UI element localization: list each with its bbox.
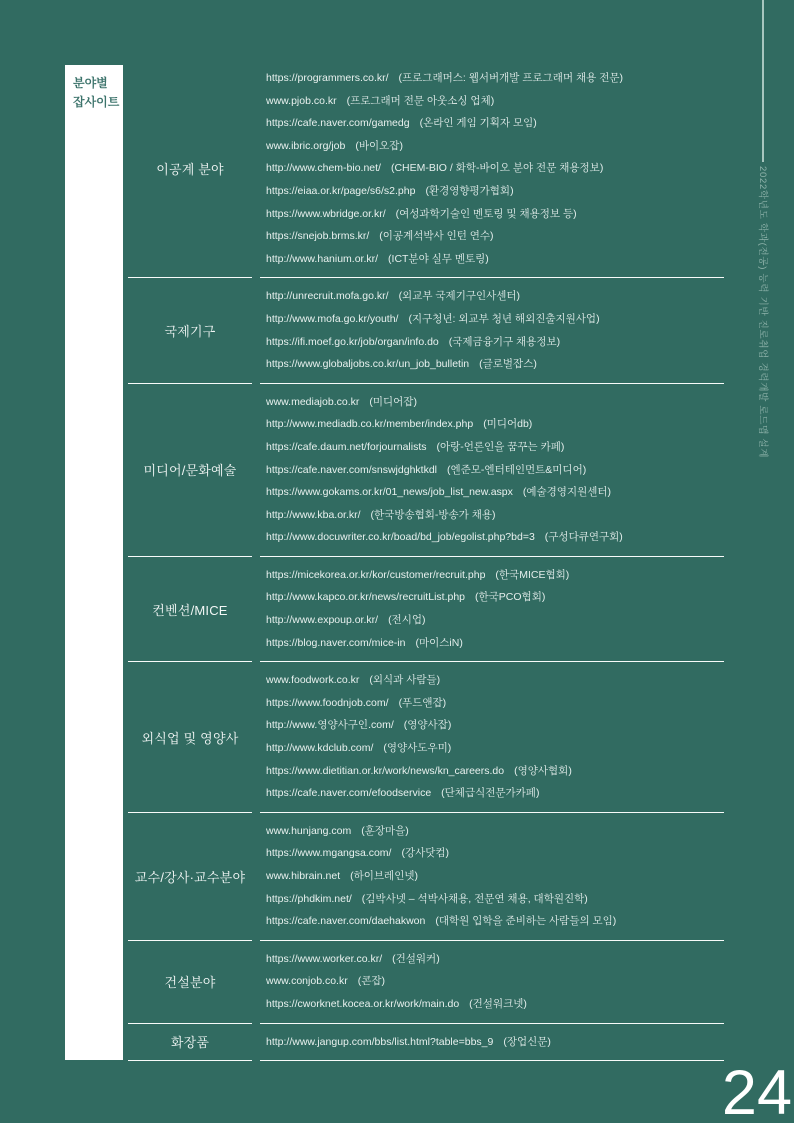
link-url[interactable]: http://www.kba.or.kr/ (266, 508, 361, 521)
link-note: (CHEM-BIO / 화학-바이오 분야 전문 채용정보) (390, 162, 604, 175)
link-url[interactable]: https://cafe.daum.net/forjournalists (266, 440, 427, 453)
margin-vertical-title: 2022학년도 학과(전공) 능력 기반 진로취업 경력개발 로드맵 설계 (757, 166, 768, 459)
link-line (266, 504, 724, 527)
link-url[interactable]: http://unrecruit.mofa.go.kr/ (266, 290, 389, 303)
link-line (266, 564, 724, 587)
sidebar-title-line2: 잡사이트 (73, 94, 120, 109)
link-line (266, 413, 724, 436)
link-note: (훈장마을) (361, 824, 409, 837)
link-line (266, 692, 724, 715)
category-label: 미디어/문화예술 (128, 384, 252, 557)
link-note: (온라인 게임 기획자 모임) (419, 117, 537, 130)
link-url[interactable]: www.mediajob.co.kr (266, 395, 360, 408)
link-line (266, 714, 724, 737)
category-label: 컨벤션/MICE (128, 557, 252, 662)
table-row (128, 384, 724, 557)
link-line (266, 865, 724, 888)
link-url[interactable]: www.conjob.co.kr (266, 975, 348, 988)
link-url[interactable]: www.ibric.org/job (266, 139, 346, 152)
link-note: (푸드앤잡) (398, 696, 447, 709)
link-note: (여성과학기술인 멘토링 및 채용정보 등) (395, 207, 577, 220)
link-url[interactable]: https://www.foodnjob.com/ (266, 696, 389, 709)
job-sites-table (128, 60, 724, 1061)
link-line (266, 526, 724, 549)
link-url[interactable]: https://programmers.co.kr/ (266, 72, 389, 84)
link-line (266, 67, 724, 90)
link-url[interactable]: http://www.영양사구인.com/ (266, 719, 394, 732)
link-line (266, 157, 724, 180)
link-note: (바이오잡) (355, 139, 403, 152)
link-url[interactable]: https://ifi.moef.go.kr/job/organ/info.do (266, 335, 439, 348)
link-note: (영양사협회) (514, 764, 572, 777)
link-url[interactable]: www.pjob.co.kr (266, 94, 337, 107)
category-label: 건설분야 (128, 941, 252, 1024)
table-row (128, 662, 724, 813)
link-line (266, 737, 724, 760)
links-cell (260, 557, 724, 662)
link-note: (장업신문) (503, 1035, 551, 1048)
link-line (266, 285, 724, 308)
link-url[interactable]: https://phdkim.net/ (266, 892, 352, 905)
link-url[interactable]: http://www.mediadb.co.kr/member/index.php (266, 418, 474, 431)
table-row (128, 278, 724, 383)
link-line (266, 632, 724, 655)
link-url[interactable]: http://www.jangup.com/bbs/list.html?table=bbs_9 (266, 1035, 494, 1048)
page-number: 24 (721, 1058, 792, 1123)
link-line (266, 225, 724, 248)
link-note: (김박사넷 – 석박사채용, 전문연 채용, 대학원진학) (361, 892, 588, 905)
link-line (266, 1031, 724, 1054)
sidebar-title-line1: 분야별 (73, 76, 108, 90)
link-note: (대학원 입학을 준비하는 사람들의 모임) (435, 915, 617, 928)
links-cell (260, 384, 724, 557)
link-url[interactable]: www.foodwork.co.kr (266, 674, 360, 687)
link-note: (건설워크넷) (469, 997, 527, 1010)
link-line (266, 910, 724, 933)
link-note: (예술경영지원센터) (522, 486, 612, 499)
link-url[interactable]: http://www.hanium.or.kr/ (266, 252, 379, 265)
link-url[interactable]: https://www.globaljobs.co.kr/un_job_bulletin (266, 358, 470, 371)
link-note: (환경영향평가협회) (425, 184, 514, 197)
link-url[interactable]: https://www.dietitian.or.kr/work/news/kn_careers.do (266, 764, 505, 777)
link-note: (아랑-언론인을 꿈꾸는 카페) (436, 440, 565, 453)
link-line (266, 248, 724, 271)
table-row (128, 60, 724, 278)
links-cell (260, 662, 724, 813)
link-note: (영양사도우미) (383, 742, 452, 755)
link-line (266, 888, 724, 911)
link-url[interactable]: https://cworknet.kocea.or.kr/work/main.do (266, 997, 460, 1010)
link-line (266, 459, 724, 482)
link-note: (프로그래머 전문 아웃소싱 업체) (346, 94, 495, 107)
link-line (266, 782, 724, 805)
link-url[interactable]: www.hunjang.com (266, 824, 352, 837)
link-note: (하이브레인넷) (350, 870, 418, 882)
link-note: (한국방송협회-방송가 채용) (370, 508, 496, 521)
link-note: (엔준모-엔터테인먼트&미디어) (447, 463, 587, 476)
category-label: 국제기구 (128, 278, 252, 383)
category-label: 이공계 분야 (128, 60, 252, 278)
link-line (266, 436, 724, 459)
links-cell (260, 941, 724, 1024)
link-note: (미디어잡) (369, 395, 417, 408)
link-note: (단체급식전문가카페) (441, 787, 540, 800)
link-line (266, 820, 724, 843)
link-url[interactable]: https://www.wbridge.or.kr/ (266, 207, 386, 220)
link-line (266, 391, 724, 414)
link-url[interactable]: https://blog.naver.com/mice-in (266, 636, 406, 649)
link-url[interactable]: http://www.chem-bio.net/ (266, 162, 381, 175)
link-line (266, 948, 724, 971)
link-line (266, 112, 724, 135)
link-line (266, 90, 724, 113)
link-url[interactable]: http://www.kdclub.com/ (266, 742, 374, 755)
link-url[interactable]: www.hibrain.net (266, 870, 341, 882)
link-note: (구성다큐연구회) (544, 531, 623, 544)
link-url[interactable]: https://www.mgangsa.com/ (266, 847, 392, 860)
link-line (266, 970, 724, 993)
sidebar-label-box (65, 65, 123, 1060)
link-line (266, 842, 724, 865)
category-label: 외식업 및 영양사 (128, 662, 252, 813)
table-row (128, 941, 724, 1024)
link-note: (강사닷컴) (401, 847, 450, 860)
link-url[interactable]: https://www.gokams.or.kr/01_news/job_list_new.aspx (266, 486, 513, 499)
link-note: (마이스iN) (415, 636, 463, 649)
link-note: (외교부 국제기구인사센터) (398, 290, 521, 303)
link-url[interactable]: https://snejob.brms.kr/ (266, 230, 370, 243)
link-line (266, 180, 724, 203)
link-note: (지구청년: 외교부 청년 해외진출지원사업) (408, 312, 600, 325)
link-line (266, 331, 724, 354)
link-line (266, 993, 724, 1016)
link-line (266, 353, 724, 376)
link-note: (이공계석박사 인턴 연수) (379, 230, 494, 243)
link-url[interactable]: https://www.worker.co.kr/ (266, 952, 383, 965)
link-line (266, 760, 724, 783)
link-url[interactable]: https://cafe.naver.com/efoodservice (266, 787, 432, 800)
table-row (128, 1024, 724, 1062)
link-note: (한국PCO협회) (475, 591, 546, 604)
link-note: (외식과 사람들) (369, 674, 441, 687)
category-label: 화장품 (128, 1024, 252, 1062)
link-note: (콘잡) (357, 975, 385, 988)
links-cell (260, 60, 724, 278)
link-url[interactable]: https://micekorea.or.kr/kor/customer/recruit.php (266, 568, 486, 581)
link-note: (한국MICE협회) (495, 568, 570, 581)
links-cell (260, 813, 724, 941)
link-url[interactable]: http://www.docuwriter.co.kr/boad/bd_job/egolist.php?bd=3 (266, 531, 535, 544)
category-label: 교수/강사·교수분야 (128, 813, 252, 941)
link-line (266, 609, 724, 632)
margin-rule-line (762, 0, 764, 162)
link-url[interactable]: http://www.mofa.go.kr/youth/ (266, 312, 399, 325)
link-url[interactable]: https://cafe.naver.com/snswjdghktkdl (266, 463, 437, 476)
link-note: (전시업) (388, 614, 426, 627)
link-line (266, 308, 724, 331)
link-line (266, 203, 724, 226)
link-line (266, 481, 724, 504)
links-cell (260, 1024, 724, 1062)
link-note: (건설워커) (392, 952, 440, 965)
link-line (266, 586, 724, 609)
link-note: (영양사잡) (403, 719, 452, 732)
link-note: (국제금융기구 채용정보) (448, 335, 561, 348)
link-url[interactable]: https://cafe.naver.com/daehakwon (266, 915, 426, 928)
link-url[interactable]: http://www.kapco.or.kr/news/recruitList.php (266, 591, 466, 604)
link-note: (글로벌잡스) (479, 358, 537, 371)
link-url[interactable]: http://www.expoup.or.kr/ (266, 614, 379, 627)
link-note: (미디어db) (483, 418, 533, 431)
link-note: (프로그래머스: 웹서버개발 프로그래머 채용 전문) (398, 72, 623, 84)
link-line (266, 669, 724, 692)
link-url[interactable]: https://eiaa.or.kr/page/s6/s2.php (266, 184, 416, 197)
link-url[interactable]: https://cafe.naver.com/gamedg (266, 117, 410, 130)
link-note: (ICT분야 실무 멘토링) (388, 252, 489, 265)
table-row (128, 813, 724, 941)
table-row (128, 557, 724, 662)
links-cell (260, 278, 724, 383)
link-line (266, 135, 724, 158)
